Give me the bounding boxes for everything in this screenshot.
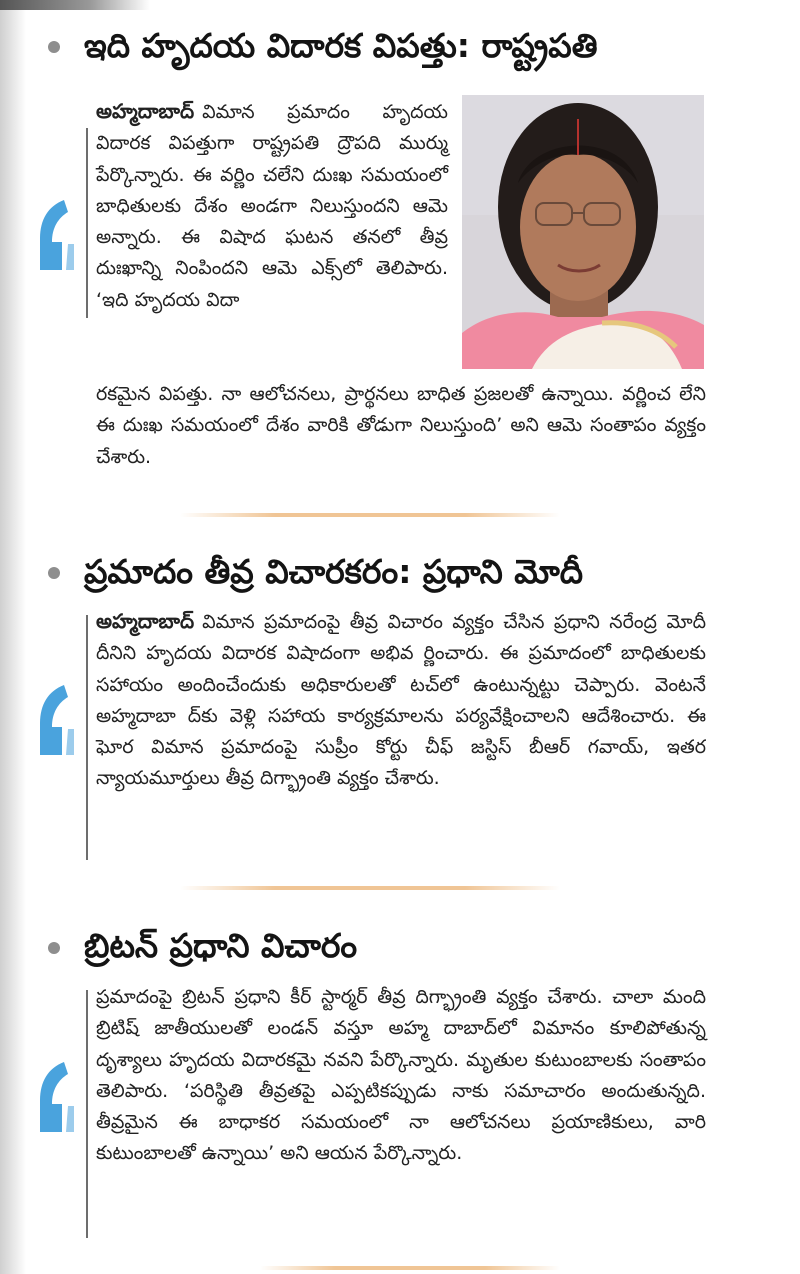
quote-icon [34, 200, 80, 272]
section-body-top [96, 96, 448, 316]
quote-icon [34, 1062, 80, 1134]
bullet-icon [48, 567, 60, 579]
bullet-icon [48, 41, 60, 53]
section-body-bottom: రకమైన విపత్తు. నా ఆలోచనలు, ప్రార్థనలు బాధిత ప్రజలతో ఉన్నాయి. వర్ణించ లేని ఈ దుఃఖ సమయంలో దేశం వారికి తోడుగా నిలుస్తుంది’ అని ఆమె సంతాపం వ్యక్తం చేశారు. [96, 383, 706, 468]
article-section-president [0, 0, 800, 525]
section-headline: ప్రమాదం తీవ్ర విచారకరం: ప్రధాని మోదీ [84, 552, 584, 591]
quote-icon [34, 685, 80, 757]
article-section-modi [0, 540, 800, 900]
dateline: అహ్మదాబాద్ [96, 99, 195, 123]
section-body: ప్రమాదంపై బ్రిటన్ ప్రధాని కీర్ స్టార్మర్ తీవ్ర దిగ్భ్రాంతి వ్యక్తం చేశారు. చాలా మంది బ్రిటిష్ జాతీయులతో లండన్ వస్తూ అహ్మ దాబాద్‌లో విమానం కూలిపోతున్న దృశ్యాలు హృదయ విదారకమై నవని పేర్కొన్నారు. మృతుల కుటుంబాలకు సంతాపం తెలిపారు. ‘పరిస్థితి తీవ్రతపై ఎప్పటికప్పుడు నాకు సమాచారం అందుతున్నది. తీవ్రమైన ఈ బాధాకర సమయంలో నా ఆలోచనలు ప్రయాణికులు, వారి కుటుంబాలతో ఉన్నాయి’ అని ఆయన పేర్కొన్నారు. [96, 986, 706, 1165]
quote-rule [86, 615, 88, 860]
section-headline: బ్రిటన్ ప్రధాని విచారం [84, 926, 358, 965]
body-text: విమాన ప్రమాదంపై తీవ్ర విచారం వ్యక్తం చేసిన ప్రధాని నరేంద్ర మోదీ దీనిని హృదయ విదారక విషాదంగా అభివ ర్ణించారు. ఈ ప్రమాదంలో బాధితులకు సహాయం అందించేందుకు అధికారులతో టచ్‌లో ఉంటున్నట్టు చెప్పారు. వెంటనే అహ్మదాబా ద్‌కు వెళ్లి సహాయ కార్యక్రమాలను పర్యవేక్షించాలని ఆదేశించారు. ఈ ఘోర విమాన ప్రమాదంపై సుప్రీం కోర్టు చీఫ్ జస్టిస్ బీఆర్ గవాయ్, ఇతర న్యాయమూర్తులు తీవ్ర దిగ్భ్రాంతి వ్యక్తం చేశారు. [96, 611, 706, 790]
dateline: అహ్మదాబాద్ [96, 609, 195, 633]
quote-rule [86, 128, 88, 318]
section-divider [180, 513, 560, 517]
quote-rule [86, 990, 88, 1238]
article-section-britain [0, 912, 800, 1274]
body-text-top: విమాన ప్రమాదం హృదయ విదారక విపత్తుగా రాష్ట్రపతి ద్రౌపది ముర్ము పేర్కొన్నారు. ఈ వర్ణిం చలేని దుఃఖ సమయంలో బాధితులకు దేశం అండగా నిలుస్తుందని ఆమె అన్నారు. ఈ విషాద ఘటన తనలో తీవ్ర దుఃఖాన్ని నింపిందని ఆమె ఎక్స్‌లో తెలిపారు. ‘ఇది హృదయ విదా [96, 101, 448, 311]
section-divider [180, 886, 560, 890]
section-body [96, 606, 706, 795]
president-photo [462, 95, 704, 369]
bullet-icon [48, 942, 60, 954]
section-divider [260, 1266, 560, 1270]
section-headline: ఇది హృదయ విదారక విపత్తు: రాష్ట్రపతి [84, 26, 598, 65]
